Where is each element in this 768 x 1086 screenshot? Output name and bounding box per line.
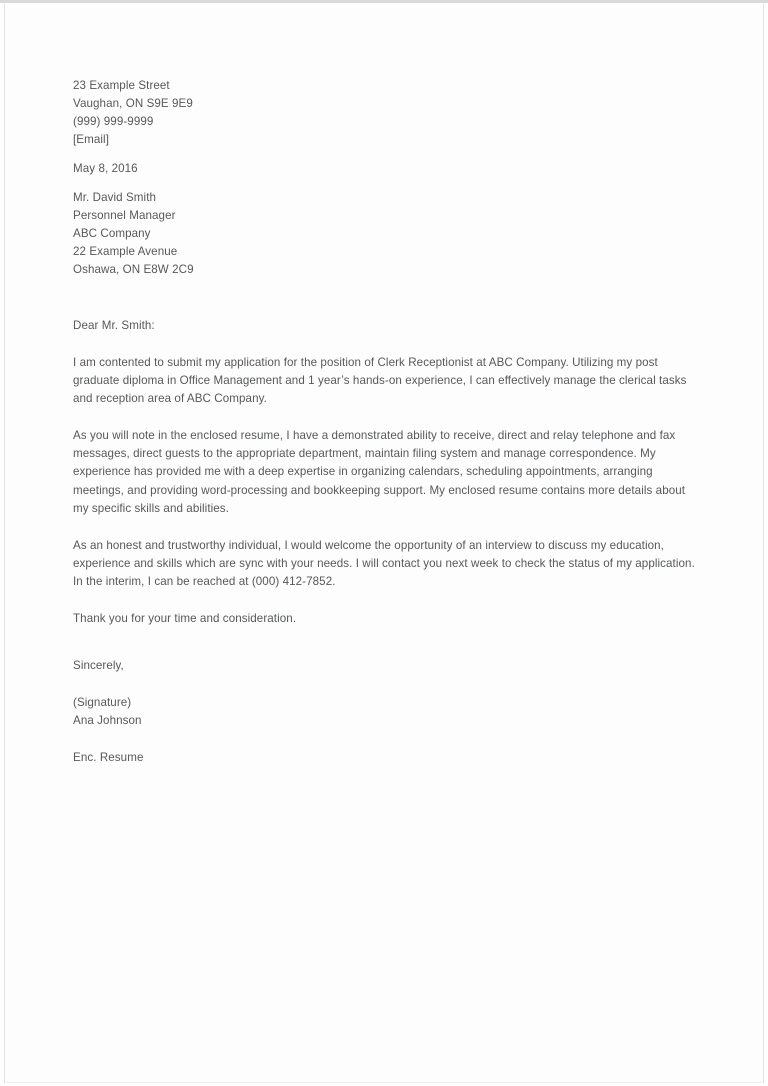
sender-phone: (999) 999-9999 — [73, 115, 154, 128]
spacer — [73, 675, 699, 694]
sender-address-block — [73, 77, 699, 149]
letter-body — [73, 77, 699, 767]
spacer — [73, 518, 699, 537]
recipient-name: Mr. David Smith — [73, 191, 157, 204]
letter-date — [73, 160, 699, 178]
recipient-title: Personnel Manager — [73, 209, 176, 222]
recipient-address-block — [73, 189, 699, 279]
spacer — [73, 149, 699, 160]
salutation: Dear Mr. Smith: — [73, 319, 155, 332]
sender-address-line: Vaughan, ON S9E 9E9 — [73, 97, 193, 110]
recipient-company: ABC Company — [73, 227, 151, 240]
paragraph-qualifications: As you will note in the enclosed resume, I have a demonstrated ability to receive, direct and relay telephone and fax messages, direct guests to the appropriate department, maintain filing system and manage correspondence. My experience has provided me with a deep expertise in organizing calendars, scheduling appointments, arranging meetings, and providing word-processing and bookkeeping support. My enclosed resume contains more details about my specific skills and abilities. — [73, 429, 686, 515]
document-page — [4, 3, 764, 1083]
spacer — [73, 628, 699, 657]
recipient-city: Oshawa, ON E8W 2C9 — [73, 263, 194, 276]
sender-email-placeholder: [Email] — [73, 133, 109, 146]
paragraph-closing-request: As an honest and trustworthy individual, I would welcome the opportunity of an interview to discuss my education, experience and skills which are sync with your needs. I will contact you next week to check the status of my application. In the interim, I can be reached at (000) 412-7852. — [73, 538, 695, 588]
spacer — [73, 591, 699, 610]
spacer — [73, 730, 699, 749]
spacer — [73, 408, 699, 427]
paragraph-thanks: Thank you for your time and consideration. — [73, 612, 297, 626]
spacer — [73, 279, 699, 317]
paragraph-intro: I am contented to submit my application for the position of Clerk Receptionist at ABC Company. Utilizing my post graduate diploma in Office Management and 1 year’s hands-on experience, I can effectively manage the clerical tasks and reception area of ABC Company. — [73, 356, 687, 406]
enclosure-note: Enc. Resume — [73, 751, 144, 765]
recipient-street: 22 Example Avenue — [73, 245, 178, 258]
signature-block — [73, 694, 699, 730]
sender-name: Ana Johnson — [73, 714, 142, 728]
signature-placeholder: (Signature) — [73, 696, 132, 710]
sender-address-line: 23 Example Street — [73, 79, 170, 92]
valediction: Sincerely, — [73, 659, 124, 673]
spacer — [73, 335, 699, 354]
date-text: May 8, 2016 — [73, 162, 138, 175]
spacer — [73, 178, 699, 189]
